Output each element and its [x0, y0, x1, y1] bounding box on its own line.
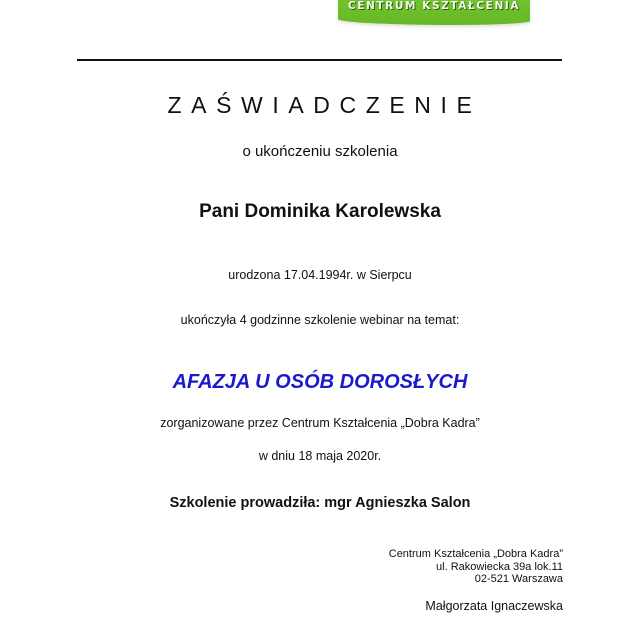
birth-info: urodzona 17.04.1994r. w Sierpcu	[228, 268, 412, 282]
address-organization: Centrum Kształcenia „Dobra Kadra”	[388, 548, 563, 560]
course-title: AFAZJA U OSÓB DOROSŁYCH	[172, 371, 468, 393]
organizer-info: zorganizowane przez Centrum Kształcenia „Dobra Kadra”	[160, 416, 480, 430]
logo-banner-text: CENTRUM KSZTAŁCENIA	[347, 0, 521, 12]
header-divider	[77, 59, 562, 61]
address-city: 02-521 Warszawa	[474, 573, 563, 585]
certificate-title: ZAŚWIADCZENIE	[167, 92, 482, 118]
certificate-subtitle: o ukończeniu szkolenia	[242, 143, 398, 160]
address-street: ul. Rakowiecka 39a lok.11	[436, 560, 563, 573]
recipient-name: Pani Dominika Karolewska	[199, 201, 441, 222]
date-info: w dniu 18 maja 2020r.	[258, 449, 382, 463]
completion-info: ukończyła 4 godzinne szkolenie webinar na temat:	[180, 313, 460, 327]
signatory-name: Małgorzata Ignaczewska	[425, 599, 563, 613]
organizer-address	[389, 548, 563, 586]
logo-banner	[338, 0, 530, 25]
instructor-info: Szkolenie prowadziła: mgr Agnieszka Salon	[169, 495, 471, 511]
